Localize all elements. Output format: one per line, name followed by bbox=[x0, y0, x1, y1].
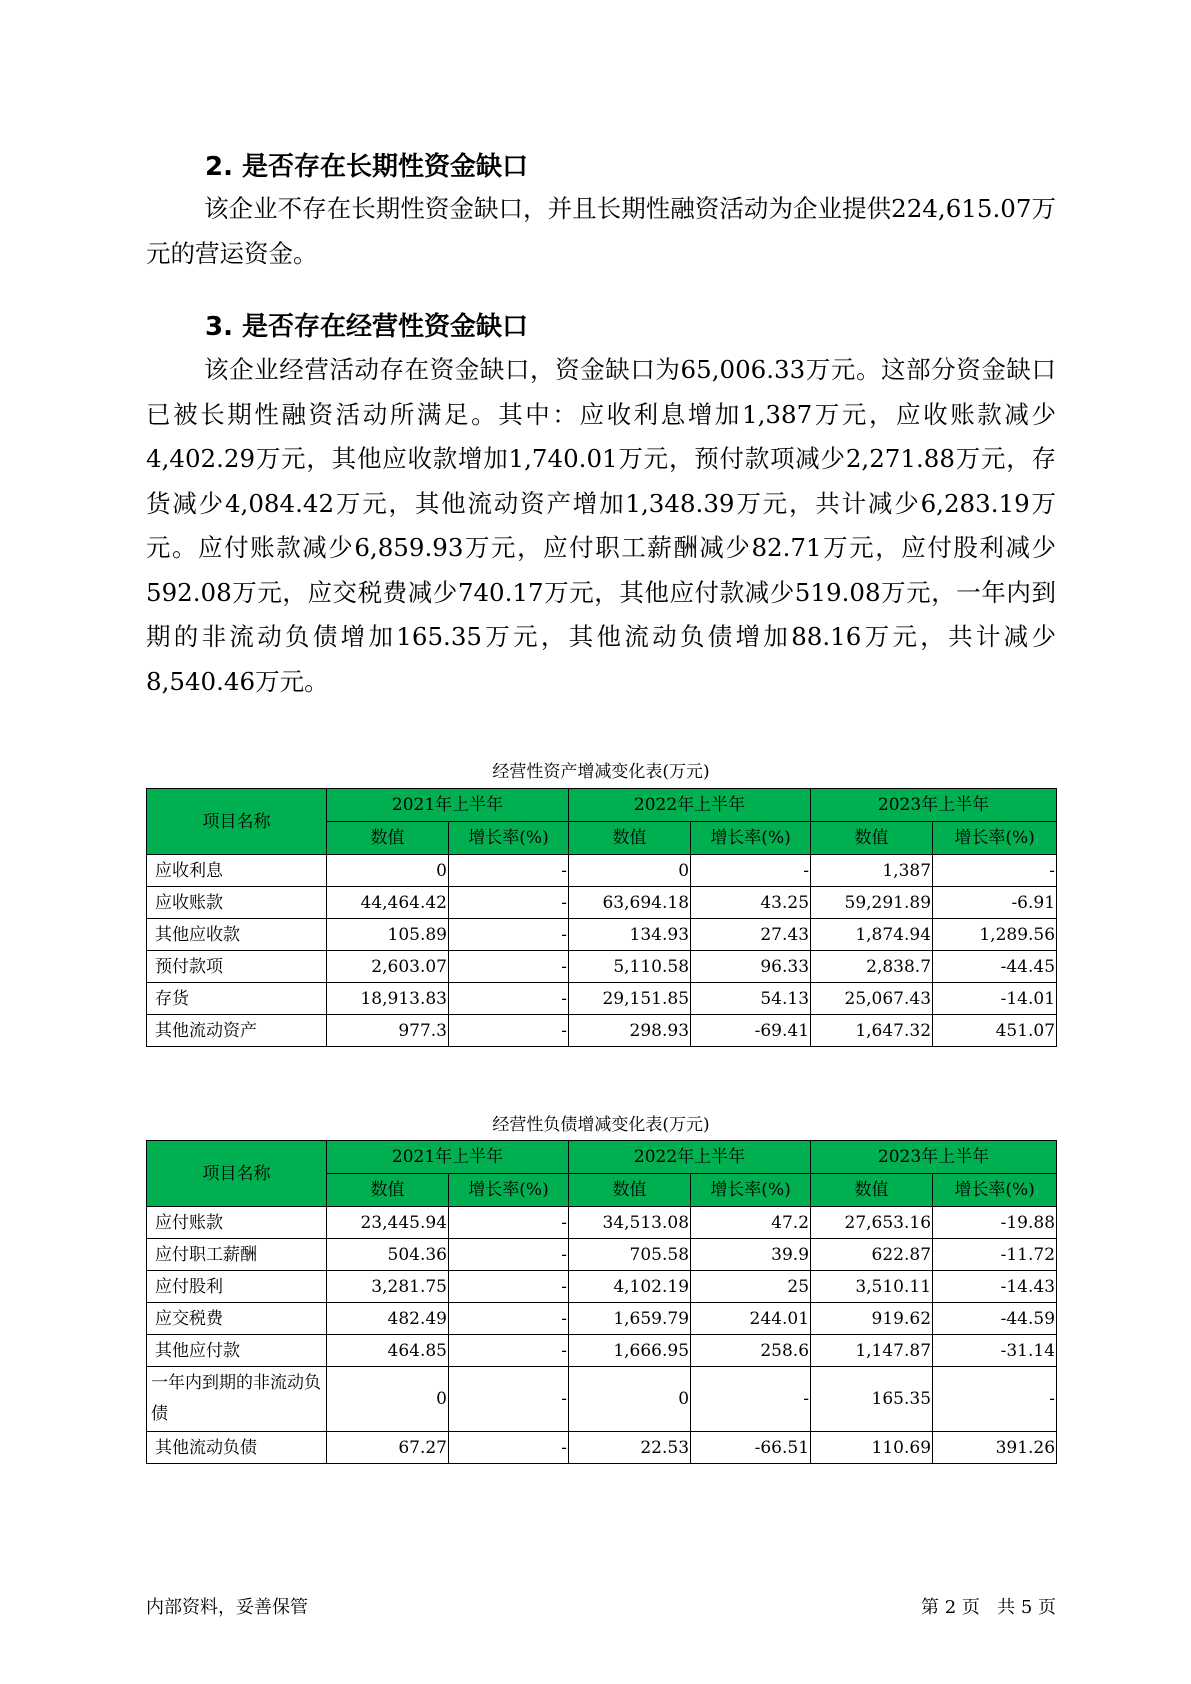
table-row bbox=[147, 983, 1057, 1015]
value-cell: 54.13 bbox=[691, 983, 811, 1015]
value-cell: -11.72 bbox=[933, 1239, 1057, 1271]
value-cell: 2,838.7 bbox=[811, 951, 933, 983]
value-cell: - bbox=[449, 919, 569, 951]
table-row bbox=[147, 1271, 1057, 1303]
value-cell: 0 bbox=[569, 1367, 691, 1432]
value-cell: 391.26 bbox=[933, 1432, 1057, 1464]
section-heading-operating-gap: 3. 是否存在经营性资金缺口 bbox=[205, 312, 529, 342]
value-cell: 96.33 bbox=[691, 951, 811, 983]
value-cell: 39.9 bbox=[691, 1239, 811, 1271]
value-cell: 43.25 bbox=[691, 887, 811, 919]
value-cell: 1,147.87 bbox=[811, 1335, 933, 1367]
value-cell: 504.36 bbox=[327, 1239, 449, 1271]
table-row bbox=[147, 1207, 1057, 1239]
value-cell: -44.59 bbox=[933, 1303, 1057, 1335]
value-cell: 298.93 bbox=[569, 1015, 691, 1047]
paragraph-operating-gap: 该企业经营活动存在资金缺口，资金缺口为65,006.33万元。这部分资金缺口已被长期性融资活动所满足。其中：应收利息增加1,387万元，应收账款减少4,402.29万元，其他应收款增加1,740.01万元，预付款项减少2,271.88万元，存货减少4,084.42万元，其他流动资产增加1,348.39万元，共计减少6,283.19万元。应付账款减少6,859.93万元，应付职工薪酬减少82.71万元，应付股利减少592.08万元，应交税费减少740.17万元，其他应付款减少519.08万元，一年内到期的非流动负债增加165.35万元，其他流动负债增加88.16万元，共计减少8,540.46万元。 bbox=[146, 355, 1056, 696]
value-cell: 29,151.85 bbox=[569, 983, 691, 1015]
value-cell: 2,603.07 bbox=[327, 951, 449, 983]
value-cell: 22.53 bbox=[569, 1432, 691, 1464]
value-cell: 464.85 bbox=[327, 1335, 449, 1367]
value-cell: 67.27 bbox=[327, 1432, 449, 1464]
value-cell: 451.07 bbox=[933, 1015, 1057, 1047]
header-value: 数值 bbox=[327, 1174, 449, 1207]
header-year-2022: 2022年上半年 bbox=[569, 1141, 811, 1174]
table-caption-assets: 经营性资产增减变化表(万元) bbox=[492, 762, 710, 782]
value-cell: 25 bbox=[691, 1271, 811, 1303]
value-cell: - bbox=[691, 1367, 811, 1432]
header-item-name: 项目名称 bbox=[147, 789, 327, 855]
value-cell: - bbox=[449, 1207, 569, 1239]
table-row bbox=[147, 1335, 1057, 1367]
value-cell: 110.69 bbox=[811, 1432, 933, 1464]
value-cell: -31.14 bbox=[933, 1335, 1057, 1367]
header-value: 数值 bbox=[569, 822, 691, 855]
table-row bbox=[147, 1303, 1057, 1335]
header-year-2022: 2022年上半年 bbox=[569, 789, 811, 822]
table-operating-assets bbox=[146, 788, 1057, 1047]
value-cell: 482.49 bbox=[327, 1303, 449, 1335]
row-label-cell: 其他流动负债 bbox=[147, 1432, 327, 1464]
table-row bbox=[147, 1015, 1057, 1047]
header-value: 数值 bbox=[811, 1174, 933, 1207]
header-year-2023: 2023年上半年 bbox=[811, 1141, 1057, 1174]
header-growth: 增长率(%) bbox=[449, 1174, 569, 1207]
header-growth: 增长率(%) bbox=[449, 822, 569, 855]
value-cell: 5,110.58 bbox=[569, 951, 691, 983]
value-cell: - bbox=[449, 1367, 569, 1432]
table-row bbox=[147, 887, 1057, 919]
table-row bbox=[147, 1367, 1057, 1432]
value-cell: 18,913.83 bbox=[327, 983, 449, 1015]
value-cell: 27,653.16 bbox=[811, 1207, 933, 1239]
table-caption-liabilities: 经营性负债增减变化表(万元) bbox=[492, 1115, 710, 1135]
row-label-cell: 应收利息 bbox=[147, 855, 327, 887]
value-cell: 1,874.94 bbox=[811, 919, 933, 951]
row-label-cell: 存货 bbox=[147, 983, 327, 1015]
table-row bbox=[147, 919, 1057, 951]
value-cell: - bbox=[449, 951, 569, 983]
value-cell: 165.35 bbox=[811, 1367, 933, 1432]
row-label-cell: 应付股利 bbox=[147, 1271, 327, 1303]
value-cell: 25,067.43 bbox=[811, 983, 933, 1015]
value-cell: 919.62 bbox=[811, 1303, 933, 1335]
value-cell: - bbox=[449, 1239, 569, 1271]
table-row bbox=[147, 951, 1057, 983]
value-cell: 1,289.56 bbox=[933, 919, 1057, 951]
header-value: 数值 bbox=[811, 822, 933, 855]
row-label-cell: 应交税费 bbox=[147, 1303, 327, 1335]
row-label-cell: 其他应付款 bbox=[147, 1335, 327, 1367]
value-cell: 105.89 bbox=[327, 919, 449, 951]
row-label-cell: 应付职工薪酬 bbox=[147, 1239, 327, 1271]
value-cell: -19.88 bbox=[933, 1207, 1057, 1239]
header-value: 数值 bbox=[569, 1174, 691, 1207]
value-cell: - bbox=[449, 1335, 569, 1367]
row-label-cell: 预付款项 bbox=[147, 951, 327, 983]
value-cell: 134.93 bbox=[569, 919, 691, 951]
value-cell: - bbox=[449, 1271, 569, 1303]
footer-confidential-note: 内部资料，妥善保管 bbox=[146, 1597, 308, 1618]
table-row bbox=[147, 855, 1057, 887]
value-cell: - bbox=[449, 1303, 569, 1335]
row-label-cell: 应收账款 bbox=[147, 887, 327, 919]
value-cell: 1,647.32 bbox=[811, 1015, 933, 1047]
row-label-cell: 其他流动资产 bbox=[147, 1015, 327, 1047]
value-cell: 59,291.89 bbox=[811, 887, 933, 919]
value-cell: - bbox=[933, 855, 1057, 887]
value-cell: - bbox=[449, 1015, 569, 1047]
value-cell: -69.41 bbox=[691, 1015, 811, 1047]
value-cell: 258.6 bbox=[691, 1335, 811, 1367]
value-cell: 3,510.11 bbox=[811, 1271, 933, 1303]
value-cell: -6.91 bbox=[933, 887, 1057, 919]
value-cell: 977.3 bbox=[327, 1015, 449, 1047]
value-cell: - bbox=[449, 887, 569, 919]
value-cell: - bbox=[691, 855, 811, 887]
value-cell: 1,387 bbox=[811, 855, 933, 887]
header-growth: 增长率(%) bbox=[691, 1174, 811, 1207]
header-year-2023: 2023年上半年 bbox=[811, 789, 1057, 822]
value-cell: 34,513.08 bbox=[569, 1207, 691, 1239]
value-cell: -14.43 bbox=[933, 1271, 1057, 1303]
value-cell: - bbox=[449, 983, 569, 1015]
value-cell: 47.2 bbox=[691, 1207, 811, 1239]
footer-page-number: 第 2 页 共 5 页 bbox=[921, 1597, 1056, 1618]
value-cell: 622.87 bbox=[811, 1239, 933, 1271]
value-cell: - bbox=[449, 1432, 569, 1464]
header-value: 数值 bbox=[327, 822, 449, 855]
table-row bbox=[147, 1239, 1057, 1271]
value-cell: -66.51 bbox=[691, 1432, 811, 1464]
header-growth: 增长率(%) bbox=[933, 1174, 1057, 1207]
table-row bbox=[147, 1432, 1057, 1464]
value-cell: 1,659.79 bbox=[569, 1303, 691, 1335]
value-cell: 63,694.18 bbox=[569, 887, 691, 919]
value-cell: 1,666.95 bbox=[569, 1335, 691, 1367]
value-cell: - bbox=[933, 1367, 1057, 1432]
table-operating-liabilities bbox=[146, 1140, 1057, 1464]
value-cell: 244.01 bbox=[691, 1303, 811, 1335]
row-label-cell: 一年内到期的非流动负债 bbox=[147, 1367, 327, 1432]
value-cell: 27.43 bbox=[691, 919, 811, 951]
row-label-cell: 其他应收款 bbox=[147, 919, 327, 951]
value-cell: - bbox=[449, 855, 569, 887]
value-cell: 705.58 bbox=[569, 1239, 691, 1271]
section-heading-long-term-gap: 2. 是否存在长期性资金缺口 bbox=[205, 152, 529, 182]
value-cell: 0 bbox=[327, 1367, 449, 1432]
value-cell: 44,464.42 bbox=[327, 887, 449, 919]
header-growth: 增长率(%) bbox=[691, 822, 811, 855]
header-item-name: 项目名称 bbox=[147, 1141, 327, 1207]
value-cell: 0 bbox=[327, 855, 449, 887]
header-year-2021: 2021年上半年 bbox=[327, 789, 569, 822]
value-cell: 23,445.94 bbox=[327, 1207, 449, 1239]
header-growth: 增长率(%) bbox=[933, 822, 1057, 855]
header-year-2021: 2021年上半年 bbox=[327, 1141, 569, 1174]
value-cell: -44.45 bbox=[933, 951, 1057, 983]
value-cell: 4,102.19 bbox=[569, 1271, 691, 1303]
paragraph-long-term-gap: 该企业不存在长期性资金缺口，并且长期性融资活动为企业提供224,615.07万元的营运资金。 bbox=[146, 194, 1056, 268]
value-cell: 0 bbox=[569, 855, 691, 887]
row-label-cell: 应付账款 bbox=[147, 1207, 327, 1239]
value-cell: -14.01 bbox=[933, 983, 1057, 1015]
value-cell: 3,281.75 bbox=[327, 1271, 449, 1303]
